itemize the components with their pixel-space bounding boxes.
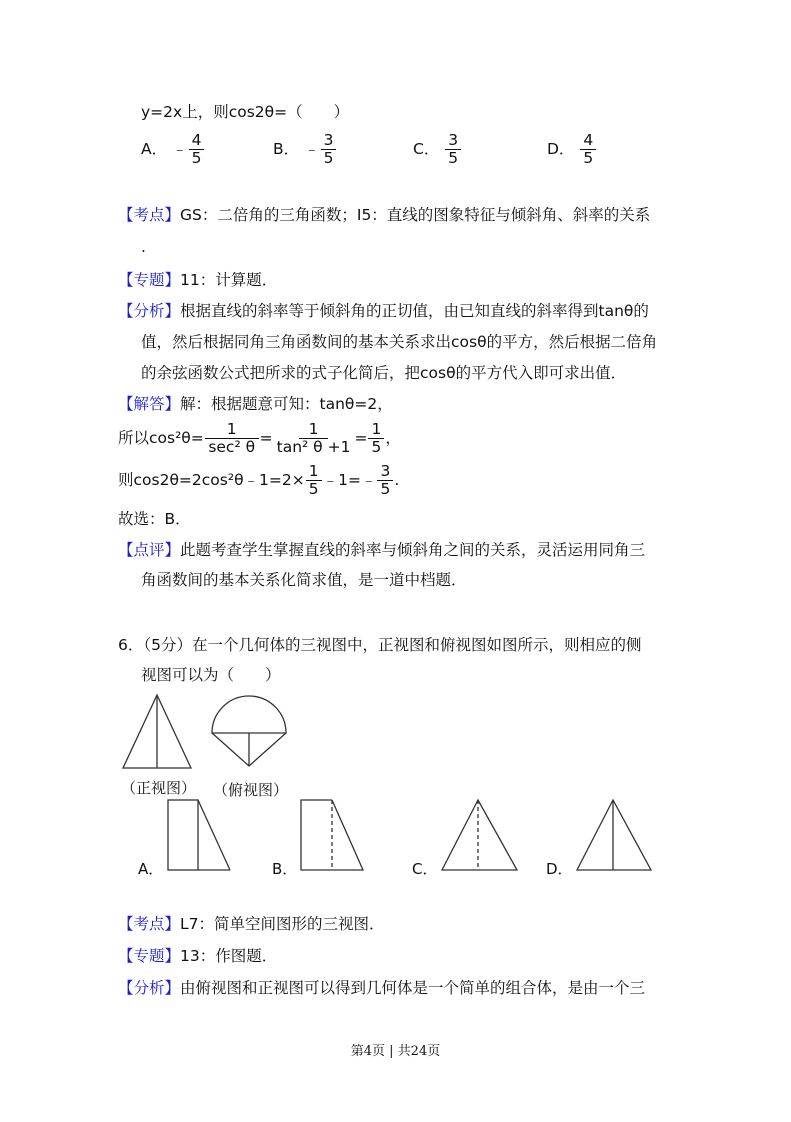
option-c: C． $\frac{3}{5}$ [413, 132, 462, 167]
dianping: 【点评】此题考查学生掌握直线的斜率与倾斜角之间的关系，灵活运用同角三 [118, 541, 646, 559]
option-b-label: B． [272, 860, 298, 878]
option-c-label: C． [412, 860, 438, 878]
fenxi: 【分析】根据直线的斜率等于倾斜角的正切值，由已知直线的斜率得到tanθ的 [118, 302, 649, 320]
question-6-stem-line: 视图可以为（ ） [141, 666, 281, 684]
zhuanti: 【专题】11：计算题． [118, 271, 278, 289]
page-footer: 第4页 | 共24页 [350, 1044, 441, 1059]
option-a-figure [168, 800, 230, 870]
question-6-stem: 6．（5分）在一个几何体的三视图中，正视图和俯视图如图所示，则相应的侧 [118, 636, 642, 654]
equation-2: 则cos2θ=2cos²θ﹣1=2× $\frac{1}{5}$ ﹣1=﹣ $\frac{3}{5}$ . [118, 462, 400, 498]
answer: 故选：B． [118, 510, 191, 528]
option-a: A． ﹣ $\frac{4}{5}$ [141, 132, 205, 167]
q6-fenxi: 【分析】由俯视图和正视图可以得到几何体是一个简单的组合体，是由一个三 [118, 979, 646, 997]
fenxi-line: 的余弦函数公式把所求的式子化简后，把cosθ的平方代入即可求出值． [141, 364, 627, 382]
jieda: 【解答】解：根据题意可知：tanθ=2， [118, 395, 393, 413]
option-a-label: A． [138, 860, 164, 878]
top-view-label: （俯视图） [213, 781, 289, 799]
option-d-label: D． [546, 860, 573, 878]
dianping-line: 角函数间的基本关系化简求值，是一道中档题． [141, 571, 467, 589]
option-b: B． ﹣ $\frac{3}{5}$ [273, 132, 337, 167]
kaodian: 【考点】GS：二倍角的三角函数；I5：直线的图象特征与倾斜角、斜率的关系 [118, 206, 651, 224]
top-view-figure [212, 696, 286, 766]
equation-1: 所以cos²θ= $\frac{1}{\text{sec² θ}}$ = $\frac{1}{\text{tan² θ +1}}$ = $\frac{1}{5}$ ， [118, 420, 401, 456]
option-d-figure [577, 800, 651, 870]
option-d: D． $\frac{4}{5}$ [547, 132, 597, 167]
q6-kaodian: 【考点】L7：简单空间图形的三视图． [118, 915, 385, 933]
option-c-figure [442, 800, 517, 870]
fenxi-line: 值，然后根据同角三角函数间的基本关系求出cosθ的平方，然后根据二倍角 [141, 333, 658, 351]
kaodian-dot: . [141, 238, 146, 256]
q6-zhuanti: 【专题】13：作图题． [118, 947, 278, 965]
option-b-figure [301, 800, 363, 870]
question-stem: y=2x上，则cos2θ=（ ） [141, 103, 350, 121]
front-view-label: （正视图） [121, 779, 197, 797]
front-view-figure [123, 695, 191, 768]
